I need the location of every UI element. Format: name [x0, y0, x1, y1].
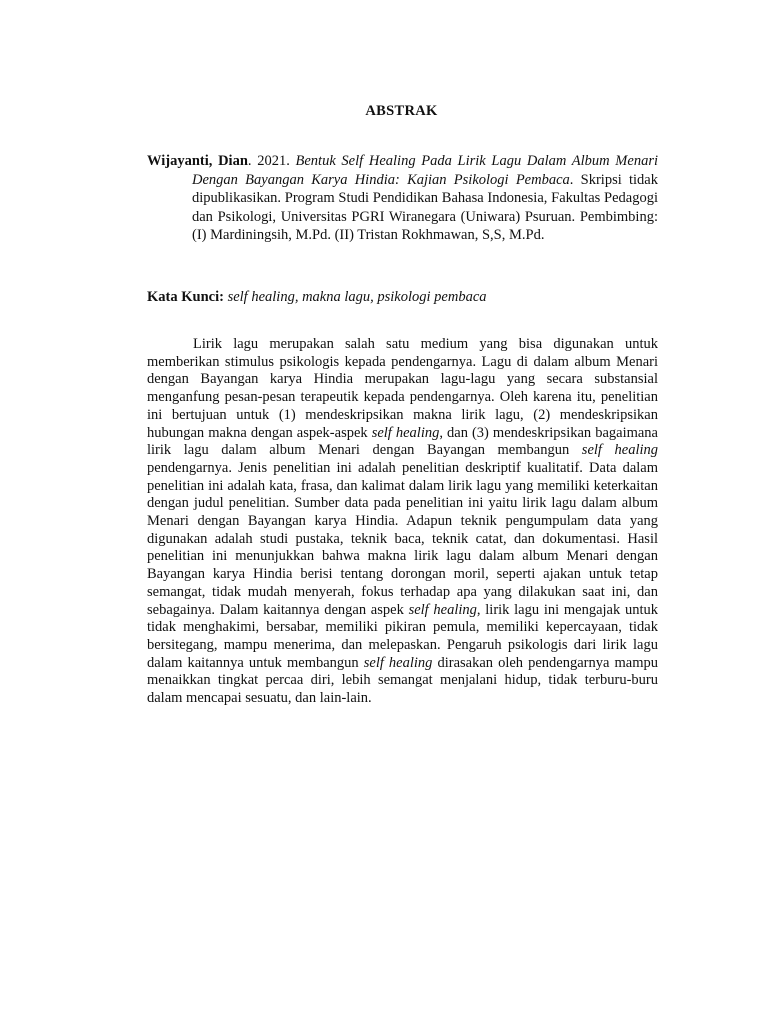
self-healing-term-4: self healing [363, 654, 433, 671]
abstract-text-1: Lirik lagu merupakan salah satu medium yang bisa digunakan untuk memberikan stimulus psikologis kepada pendengarnya. Lagu di dalam album Menari dengan Bayangan karya Hindia merupakan lagu-lagu yang secara substansial menganfung pesan-pesan terapeutik kepada pendengarnya. Oleh karena itu, penelitian ini bertujuan untuk (1) mendeskripsikan makna lirik lagu, (2) mendeskripsikan hubungan makna dengan aspek-aspek [147, 336, 658, 441]
citation-author: Wijayanti, Dian [147, 153, 248, 169]
abstract-text-2: , dan (3) mendeskripsikan bagaimana lirik lagu dalam album Menari dengan Bayangan membangun [147, 424, 658, 459]
keywords-value: self healing, makna lagu, psikologi pembaca [227, 289, 487, 305]
self-healing-term-2: self healing [581, 442, 658, 459]
citation-year: . 2021. [247, 153, 296, 169]
abstract-heading: ABSTRAK [365, 103, 438, 119]
self-healing-term-3: self healing [408, 601, 477, 618]
citation-title: Bentuk Self Healing Pada Lirik Lagu Dalam Album Menari Dengan Bayangan Karya Hindia: Kajian Psikologi Pembaca [192, 153, 658, 188]
abstract-text-5: dirasakan oleh pendengarnya mampu menaikkan tingkat percaa diri, lebih semangat menjalani hidup, tidak terburu-buru dalam mencapai sesuatu, dan lain-lain. [147, 654, 658, 707]
abstract-text-3: pendengarnya. Jenis penelitian ini adalah penelitian deskriptif kualitatif. Data dalam penelitian ini adalah kata, frasa, dan kalimat dalam lirik lagu yang memiliki keterkaitan dengan judul penelitian. Sumber data pada penelitian ini yaitu lirik lagu dalam album Menari dengan Bayangan karya Hindia. Adapun teknik pengumpulam data yang digunakan adalah studi pustaka, teknik baca, teknik catat, dan dokumentasi. Hasil penelitian ini menunjukkan bahwa makna lirik lagu dalam album Menari dengan Bayangan karya Hindia berisi tentang dorongan moril, seperti ajakan untuk tetap semangat, tidak mudah menyerah, fokus terhadap apa yang dilakukan saat ini, dan sebagainya. Dalam kaitannya dengan aspek [147, 459, 658, 618]
citation-text [147, 152, 658, 245]
keywords-label: Kata Kunci: [147, 289, 224, 305]
abstract-paragraph [147, 336, 658, 708]
abstract-text-4: , lirik lagu ini mengajak untuk tidak menghakimi, bersabar, memiliki pikiran pemula, memiliki kepercayaan, tidak bersitegang, mampu menerima, dan melepaskan. Pengaruh psikologis dari lirik lagu dalam kaitannya untuk membangun [147, 601, 658, 671]
keywords-line [147, 288, 658, 307]
citation-block [147, 152, 658, 245]
self-healing-term-1: self healing [371, 424, 440, 441]
citation-details: . Skripsi tidak dipublikasikan. Program Studi Pendidikan Bahasa Indonesia, Fakultas Pedagogi dan Psikologi, Universitas PGRI Wiranegara (Uniwara) Psuruan. Pembimbing: (I) Mardiningsih, M.Pd. (II) Tristan Rokhmawan, S,S, M.Pd. [192, 171, 658, 244]
